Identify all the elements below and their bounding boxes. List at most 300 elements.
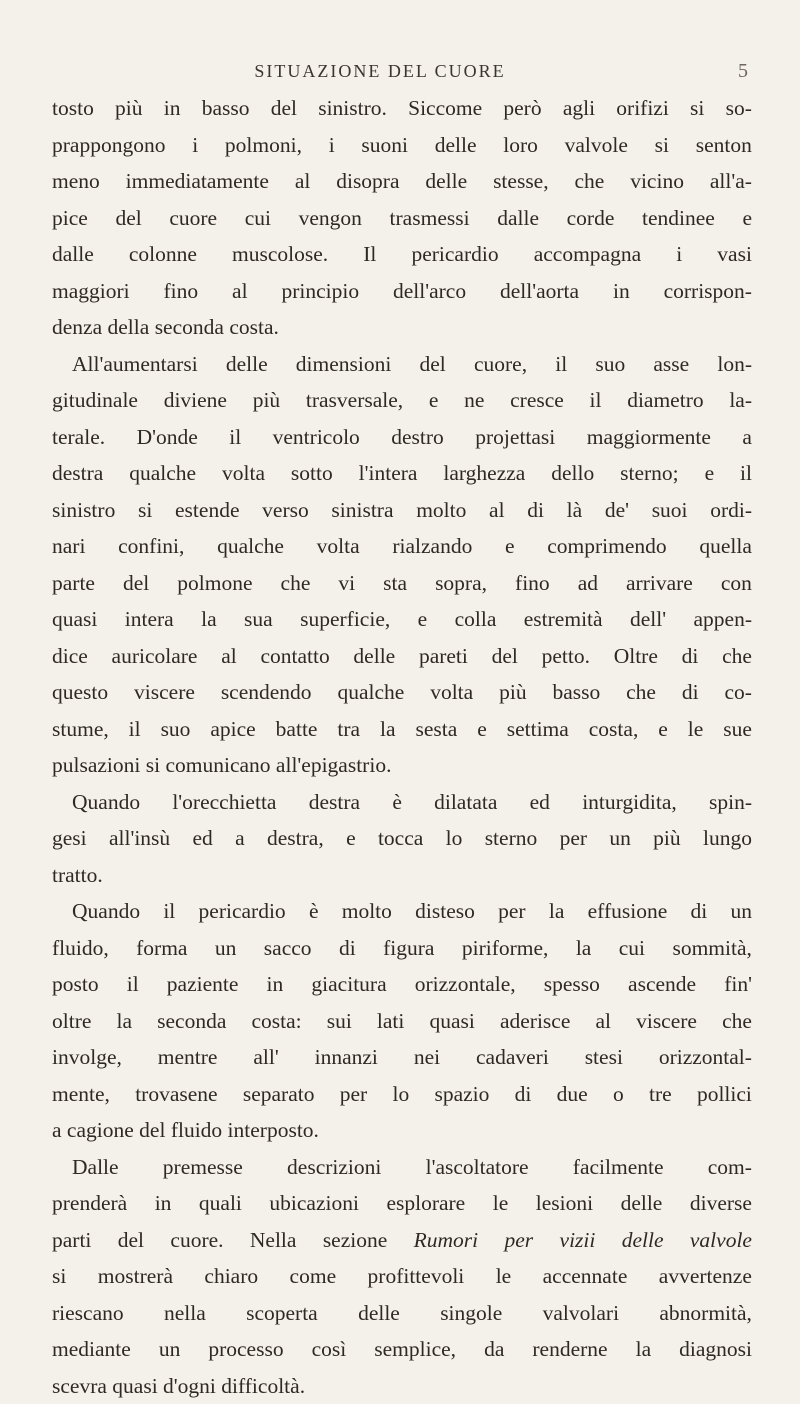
word: ventricolo — [273, 419, 360, 456]
word: qualche — [129, 455, 196, 492]
word: tra — [337, 711, 360, 748]
word: costa: — [251, 1003, 301, 1040]
word: e — [742, 200, 752, 237]
word: costa, — [589, 711, 639, 748]
word: l'orecchietta — [172, 784, 276, 821]
word: pollici — [697, 1076, 752, 1113]
word: del — [118, 1222, 144, 1259]
word: forma — [136, 930, 187, 967]
word: fino — [164, 273, 199, 310]
text-line — [52, 1112, 752, 1149]
word: co- — [725, 674, 752, 711]
word: stume, — [52, 711, 109, 748]
word: mostrerà — [98, 1258, 173, 1295]
word: in — [613, 273, 630, 310]
body-text — [52, 90, 752, 1404]
word: sterno — [485, 820, 538, 857]
word: fin' — [724, 966, 752, 1003]
word: e — [658, 711, 668, 748]
word: al — [595, 1003, 611, 1040]
word: qualche — [217, 528, 284, 565]
word: del — [139, 1112, 165, 1149]
word: Rumori — [414, 1222, 479, 1259]
word: che — [574, 163, 604, 200]
text-line — [52, 528, 752, 565]
word: suoni — [361, 127, 408, 164]
word: larghezza — [443, 455, 525, 492]
word: comunicano — [165, 747, 270, 784]
word: intera — [125, 601, 174, 638]
word: sesta — [416, 711, 458, 748]
word: di — [339, 930, 356, 967]
word: quali — [199, 1185, 242, 1222]
word: seconda — [157, 1003, 226, 1040]
word: delle — [425, 163, 467, 200]
word: paziente — [167, 966, 239, 1003]
word: del — [492, 638, 518, 675]
word: e — [477, 711, 487, 748]
word: all' — [253, 1039, 278, 1076]
word: dalle — [52, 236, 94, 273]
word: maggiori — [52, 273, 130, 310]
word: che — [626, 674, 656, 711]
word: principio — [281, 273, 359, 310]
text-line — [52, 382, 752, 419]
word: orizzontal- — [659, 1039, 752, 1076]
word: estende — [175, 492, 239, 529]
word: descrizioni — [287, 1149, 381, 1186]
text-line — [52, 1185, 752, 1222]
word: cagione — [67, 1112, 134, 1149]
word: e — [705, 455, 715, 492]
word: si — [146, 747, 160, 784]
word: D'onde — [137, 419, 198, 456]
word: che — [281, 565, 311, 602]
word: gesi — [52, 820, 87, 857]
word: il — [590, 382, 602, 419]
word: la — [201, 601, 217, 638]
word: delle — [622, 1222, 664, 1259]
word: accennate — [543, 1258, 628, 1295]
text-line — [52, 273, 752, 310]
text-line — [52, 1076, 752, 1113]
word: corde — [567, 200, 615, 237]
word: chiaro — [204, 1258, 258, 1295]
word: separato — [243, 1076, 315, 1113]
word: renderne — [532, 1331, 607, 1368]
word: profittevoli — [368, 1258, 465, 1295]
word: facilmente — [573, 1149, 664, 1186]
word: ascende — [628, 966, 696, 1003]
word: delle — [226, 346, 268, 383]
word: costa. — [229, 309, 279, 346]
word: destra, — [267, 820, 324, 857]
word: inturgidita, — [582, 784, 677, 821]
text-line — [52, 1295, 752, 1332]
word: un — [730, 893, 752, 930]
word: spin- — [709, 784, 752, 821]
word: destra — [52, 455, 103, 492]
word: comprimendo — [547, 528, 666, 565]
word: so- — [726, 90, 752, 127]
word: a — [235, 820, 245, 857]
text-line — [52, 820, 752, 857]
word: batte — [276, 711, 318, 748]
word: trovasene — [135, 1076, 217, 1113]
word: e — [505, 528, 515, 565]
text-line — [52, 711, 752, 748]
word: ordi- — [710, 492, 752, 529]
word: mente, — [52, 1076, 110, 1113]
word: e — [346, 820, 356, 857]
word: si — [655, 127, 669, 164]
word: cui — [245, 200, 271, 237]
text-line — [52, 966, 752, 1003]
word: estremità — [524, 601, 603, 638]
word: terale. — [52, 419, 105, 456]
text-line — [52, 857, 752, 894]
word: del — [123, 565, 149, 602]
word: vicino — [630, 163, 684, 200]
word: lo — [446, 820, 463, 857]
word: sezione — [323, 1222, 387, 1259]
word: sui — [327, 1003, 352, 1040]
word: colla — [455, 601, 497, 638]
word: meno — [52, 163, 100, 200]
word: muscolose. — [232, 236, 328, 273]
word: i — [329, 127, 335, 164]
word: delle — [358, 1295, 400, 1332]
word: pericardio — [411, 236, 498, 273]
word: un — [159, 1331, 181, 1368]
word: e — [418, 601, 428, 638]
word: fluido, — [52, 930, 109, 967]
word: nei — [414, 1039, 440, 1076]
word: petto. — [542, 638, 590, 675]
word: più — [115, 90, 142, 127]
word: lo — [392, 1076, 409, 1113]
word: scevra — [52, 1368, 107, 1404]
word: si — [138, 492, 152, 529]
word: si — [52, 1258, 66, 1295]
word: mediante — [52, 1331, 131, 1368]
word: al — [232, 273, 248, 310]
word: sommità, — [672, 930, 751, 967]
word: dell'arco — [393, 273, 466, 310]
text-line — [52, 163, 752, 200]
word: dimensioni — [296, 346, 392, 383]
text-line — [52, 1258, 752, 1295]
word: valvolari — [543, 1295, 619, 1332]
word: è — [392, 784, 402, 821]
word: sua — [244, 601, 273, 638]
word: viscere — [636, 1003, 697, 1040]
text-line — [52, 455, 752, 492]
word: viscere — [134, 674, 195, 711]
text-line — [52, 1222, 752, 1259]
word: d'ogni — [163, 1368, 216, 1404]
word: avvertenze — [659, 1258, 752, 1295]
word: stesse, — [493, 163, 549, 200]
word: appen- — [693, 601, 752, 638]
word: quasi — [429, 1003, 474, 1040]
word: ad — [578, 565, 598, 602]
word: a — [742, 419, 752, 456]
word: contatto — [260, 638, 329, 675]
word: verso — [262, 492, 309, 529]
word: suoi — [652, 492, 688, 529]
word: loro — [503, 127, 538, 164]
word: cuore. — [170, 1222, 223, 1259]
word: del — [420, 346, 446, 383]
word: Quando — [72, 784, 140, 821]
word: giacitura — [311, 966, 386, 1003]
word: piriforme, — [462, 930, 549, 967]
word: al — [221, 638, 237, 675]
word: esplorare — [386, 1185, 465, 1222]
word: accompagna — [534, 236, 641, 273]
word: sopra, — [435, 565, 487, 602]
word: la — [380, 711, 396, 748]
word: ed — [530, 784, 550, 821]
word: orizzontale, — [415, 966, 516, 1003]
word: la — [636, 1331, 652, 1368]
word: mentre — [158, 1039, 218, 1076]
word: il — [740, 455, 752, 492]
word: più — [253, 382, 280, 419]
word: orifizi — [616, 90, 669, 127]
word: la — [576, 930, 592, 967]
word: si — [690, 90, 704, 127]
word: un — [609, 820, 631, 857]
word: vengon — [299, 200, 362, 237]
word: volta — [430, 674, 473, 711]
word: effusione — [588, 893, 668, 930]
word: parte — [52, 565, 95, 602]
word: maggiormente — [587, 419, 711, 456]
text-line — [52, 747, 752, 784]
word: del — [115, 200, 141, 237]
text-line — [52, 601, 752, 638]
word: fino — [515, 565, 550, 602]
word: rialzando — [392, 528, 472, 565]
word: vi — [338, 565, 355, 602]
word: come — [290, 1258, 337, 1295]
word: cuore, — [474, 346, 527, 383]
word: Il — [363, 236, 376, 273]
word: involge, — [52, 1039, 122, 1076]
word: sinistro. — [318, 90, 387, 127]
word: questo — [52, 674, 108, 711]
word: agli — [563, 90, 595, 127]
word: cresce — [510, 382, 564, 419]
word: diviene — [164, 382, 227, 419]
text-line — [52, 1039, 752, 1076]
word: seconda — [155, 309, 224, 346]
word: qualche — [337, 674, 404, 711]
word: auricolare — [112, 638, 198, 675]
word: nari — [52, 528, 85, 565]
word: pareti — [419, 638, 468, 675]
word: Oltre — [614, 638, 658, 675]
word: fluido — [171, 1112, 222, 1149]
word: sue — [723, 711, 752, 748]
word: semplice, — [374, 1331, 456, 1368]
word: immediatamente — [126, 163, 269, 200]
text-line — [52, 200, 752, 237]
word: di — [527, 492, 544, 529]
word: più — [499, 674, 526, 711]
word: superficie, — [300, 601, 390, 638]
word: per — [498, 893, 525, 930]
word: vasi — [717, 236, 752, 273]
word: sotto — [291, 455, 333, 492]
word: le — [496, 1258, 512, 1295]
word: tratto. — [52, 857, 103, 894]
word: diagnosi — [679, 1331, 752, 1368]
word: è — [309, 893, 319, 930]
word: polmone — [177, 565, 252, 602]
word: di — [682, 674, 699, 711]
word: aderisce — [500, 1003, 570, 1040]
word: disteso — [415, 893, 475, 930]
word: processo — [208, 1331, 283, 1368]
word: per — [505, 1222, 534, 1259]
word: delle — [435, 127, 477, 164]
word: quella — [699, 528, 752, 565]
word: o — [613, 1076, 624, 1113]
word: la — [549, 893, 565, 930]
word: lesioni — [536, 1185, 593, 1222]
text-line — [52, 309, 752, 346]
word: sacco — [264, 930, 312, 967]
word: trasmessi — [390, 200, 470, 237]
word: all'insù — [109, 820, 170, 857]
word: prenderà — [52, 1185, 127, 1222]
word: spazio — [434, 1076, 489, 1113]
word: dell' — [630, 601, 666, 638]
word: dalle — [497, 200, 539, 237]
word: di — [690, 893, 707, 930]
text-line — [52, 1331, 752, 1368]
word: denza — [52, 309, 102, 346]
word: l'ascoltatore — [426, 1149, 529, 1186]
word: al — [489, 492, 505, 529]
text-line — [52, 90, 752, 127]
word: vizii — [560, 1222, 596, 1259]
word: riescano — [52, 1295, 124, 1332]
word: colonne — [129, 236, 197, 273]
word: del — [271, 90, 297, 127]
text-line — [52, 565, 752, 602]
word: di — [682, 638, 699, 675]
word: figura — [383, 930, 434, 967]
word: il — [163, 893, 175, 930]
word: arrivare — [626, 565, 693, 602]
text-line — [52, 236, 752, 273]
word: asse — [653, 346, 689, 383]
word: all'a- — [710, 163, 752, 200]
word: polmoni, — [225, 127, 302, 164]
word: sterno; — [620, 455, 679, 492]
word: abnormità, — [659, 1295, 752, 1332]
word: sta — [383, 565, 407, 602]
word: la — [117, 1003, 133, 1040]
word: confini, — [118, 528, 184, 565]
word: gitudinale — [52, 382, 138, 419]
word: cadaveri — [476, 1039, 549, 1076]
word: in — [155, 1185, 172, 1222]
word: spesso — [544, 966, 600, 1003]
word: più — [653, 820, 680, 857]
word: oltre — [52, 1003, 91, 1040]
word: e — [429, 382, 439, 419]
word: premesse — [163, 1149, 243, 1186]
word: l'intera — [359, 455, 418, 492]
word: valvole — [690, 1222, 752, 1259]
word: ne — [464, 382, 484, 419]
word: difficoltà. — [221, 1368, 305, 1404]
word: tocca — [378, 820, 423, 857]
word: basso — [202, 90, 250, 127]
text-line — [52, 419, 752, 456]
word: stesi — [585, 1039, 623, 1076]
word: posto — [52, 966, 99, 1003]
text-line — [52, 1149, 752, 1186]
word: apice — [210, 711, 255, 748]
word: diverse — [690, 1185, 752, 1222]
word: trasversale, — [306, 382, 403, 419]
word: All'aumentarsi — [72, 346, 198, 383]
word: delle — [353, 638, 395, 675]
word: destra — [309, 784, 360, 821]
word: lati — [377, 1003, 404, 1040]
word: di — [515, 1076, 532, 1113]
running-header — [52, 58, 748, 84]
word: da — [484, 1331, 504, 1368]
word: Siccome — [408, 90, 482, 127]
word: tendinee — [642, 200, 715, 237]
text-line — [52, 893, 752, 930]
word: ed — [193, 820, 213, 857]
word: pericardio — [199, 893, 286, 930]
word: il — [555, 346, 567, 383]
word: le — [493, 1185, 509, 1222]
text-line — [52, 930, 752, 967]
word: suo — [595, 346, 625, 383]
word: cuore — [169, 200, 217, 237]
word: che — [722, 638, 752, 675]
word: ubicazioni — [269, 1185, 359, 1222]
word: dell'aorta — [500, 273, 579, 310]
word: com- — [708, 1149, 752, 1186]
word: della — [108, 309, 150, 346]
word: tosto — [52, 90, 94, 127]
word: suo — [161, 711, 191, 748]
text-line — [52, 492, 752, 529]
word: disopra — [336, 163, 399, 200]
text-line — [52, 1003, 752, 1040]
word: parti — [52, 1222, 91, 1259]
word: molto — [416, 492, 466, 529]
word: per — [560, 820, 587, 857]
word: così — [312, 1331, 347, 1368]
word: quasi — [52, 601, 97, 638]
word: al — [295, 163, 311, 200]
word: un — [215, 930, 237, 967]
word: che — [722, 1003, 752, 1040]
word: diametro — [627, 382, 703, 419]
